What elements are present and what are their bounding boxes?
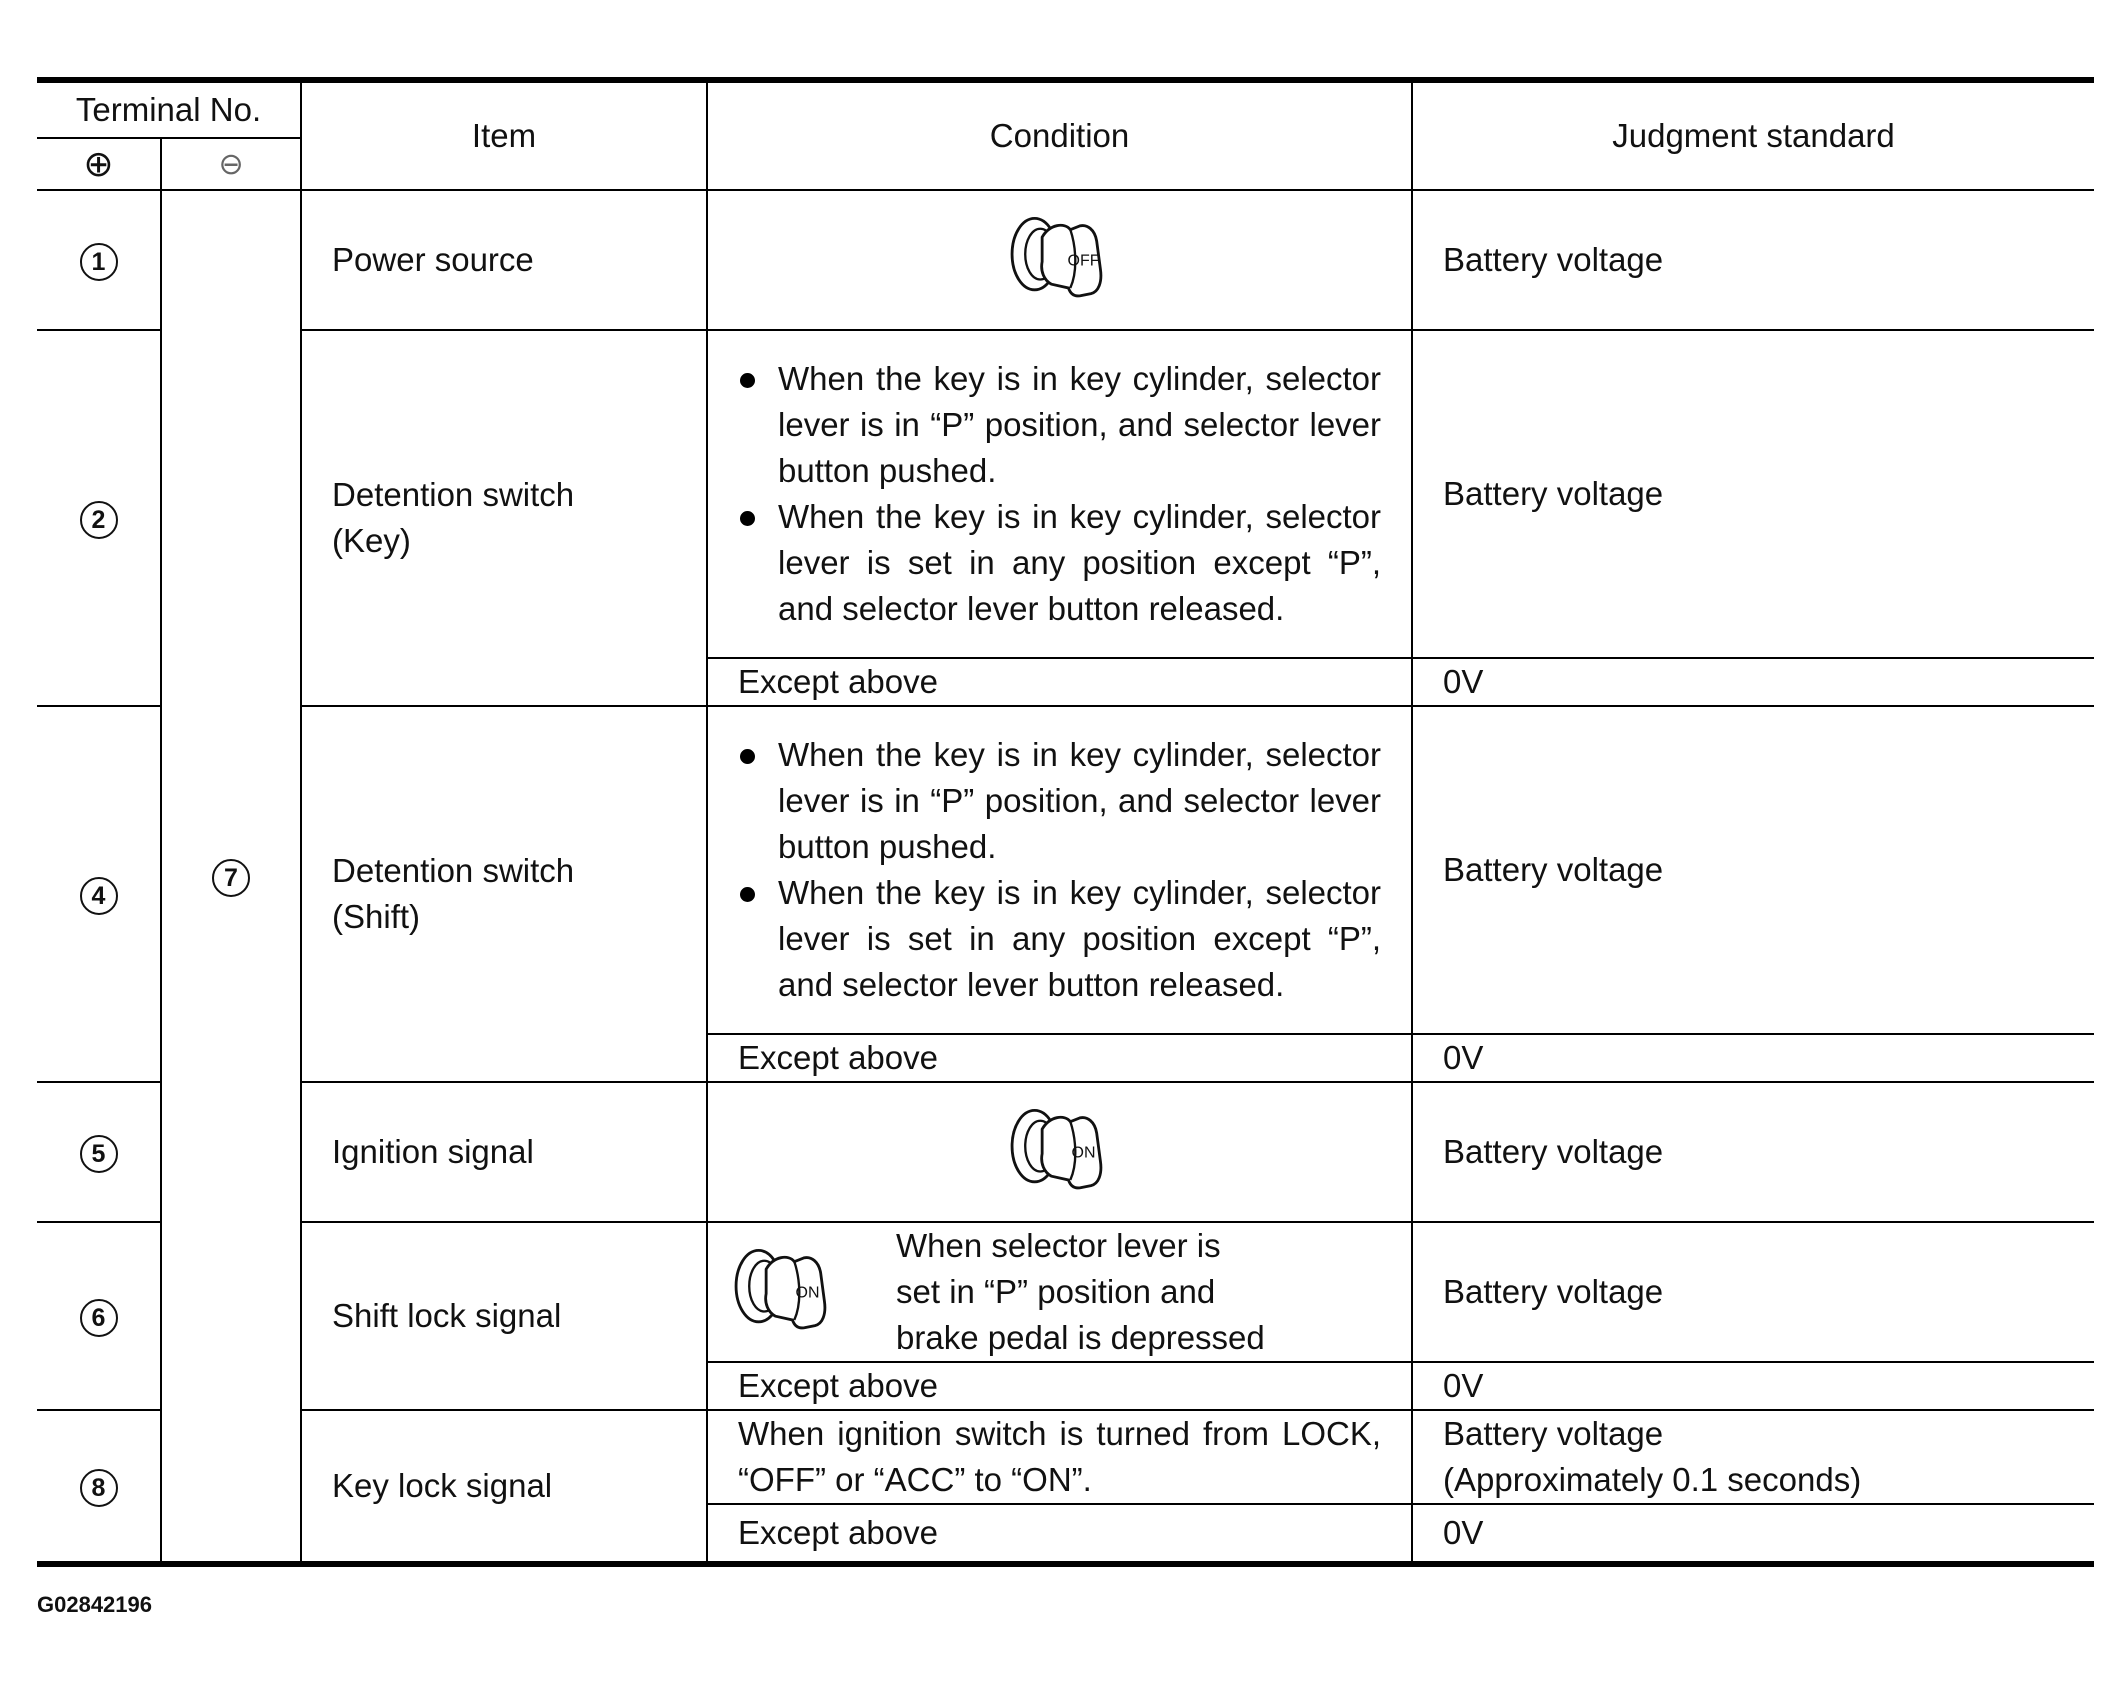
ground-terminal-cell: [161, 190, 301, 1564]
header-minus-terminal: ⊖: [161, 138, 301, 190]
header-plus-terminal: ⊕: [37, 138, 161, 190]
condition-cell: [707, 190, 1412, 330]
ground-terminal-number: 7: [212, 859, 250, 897]
terminal-number: 6: [80, 1299, 118, 1337]
condition-line: When selector lever is: [896, 1227, 1221, 1264]
except-judgment-cell: 0V: [1412, 1504, 2094, 1564]
except-condition-cell: Except above: [707, 1362, 1412, 1410]
header-terminal-no: Terminal No.: [37, 80, 301, 138]
judgment-cell: Battery voltage: [1412, 1222, 2094, 1362]
item-cell: Shift lock signal: [301, 1222, 707, 1410]
table-row: [37, 1410, 2094, 1504]
table-row: [37, 1222, 2094, 1362]
except-judgment-cell: 0V: [1412, 1034, 2094, 1082]
table-row: [37, 706, 2094, 1034]
except-judgment-cell: 0V: [1412, 1362, 2094, 1410]
key-label: ON: [795, 1284, 820, 1302]
except-condition-cell: Except above: [707, 1504, 1412, 1564]
item-line: Detention switch: [332, 476, 575, 513]
item-line: (Shift): [332, 898, 421, 935]
key-label: ON: [1071, 1144, 1095, 1162]
judgment-cell: Battery voltage: [1412, 1082, 2094, 1222]
terminal-cell: [37, 706, 161, 1082]
judgment-cell: Battery voltage: [1412, 706, 2094, 1034]
condition-line: brake pedal is depressed: [896, 1319, 1265, 1356]
ignition-key-on-icon: [732, 1241, 836, 1343]
terminal-number: 1: [80, 243, 118, 281]
table-row: [37, 330, 2094, 658]
condition-cell: [707, 1410, 1412, 1504]
except-condition-cell: Except above: [707, 658, 1412, 706]
judgment-line: Battery voltage: [1443, 1415, 1664, 1452]
header-condition: Condition: [707, 80, 1412, 190]
except-condition-cell: Except above: [707, 1034, 1412, 1082]
item-cell: Power source: [301, 190, 707, 330]
condition-bullet: When the key is in key cylinder, selector lever is in “P” position, and selector lever button pushed.: [738, 356, 1381, 494]
judgment-line: (Approximately 0.1 seconds): [1443, 1461, 1862, 1498]
item-cell: [301, 706, 707, 1082]
ignition-key-on-icon: [1008, 1101, 1112, 1203]
terminal-number: 2: [80, 501, 118, 539]
terminal-spec-table: [37, 77, 2094, 1567]
item-line: (Key): [332, 522, 411, 559]
item-cell: Ignition signal: [301, 1082, 707, 1222]
terminal-number: 8: [80, 1469, 118, 1507]
terminal-number: 5: [80, 1135, 118, 1173]
condition-cell: [707, 706, 1412, 1034]
key-label: OFF: [1067, 252, 1099, 270]
header-judgment: Judgment standard: [1412, 80, 2094, 190]
condition-bullet: When the key is in key cylinder, selector lever is set in any position except “P”, and selector lever button released.: [738, 494, 1381, 632]
ignition-key-off-icon: [1008, 209, 1112, 311]
table-row: [37, 1082, 2094, 1222]
except-judgment-cell: 0V: [1412, 658, 2094, 706]
judgment-cell: Battery voltage: [1412, 190, 2094, 330]
condition-cell: [707, 1222, 1412, 1362]
terminal-cell: [37, 190, 161, 330]
condition-text: When ignition switch is turned from LOCK, “OFF” or “ACC” to “ON”.: [738, 1415, 1382, 1498]
condition-line: set in “P” position and: [896, 1273, 1216, 1310]
header-item: Item: [301, 80, 707, 190]
item-line: Detention switch: [332, 852, 575, 889]
item-cell: [301, 330, 707, 706]
item-cell: Key lock signal: [301, 1410, 707, 1564]
terminal-cell: [37, 1082, 161, 1222]
judgment-cell: [1412, 1410, 2094, 1504]
table-row: [37, 190, 2094, 330]
terminal-cell: [37, 1222, 161, 1410]
condition-bullet: When the key is in key cylinder, selector lever is in “P” position, and selector lever button pushed.: [738, 732, 1381, 870]
terminal-number: 4: [80, 877, 118, 915]
condition-cell: [707, 1082, 1412, 1222]
terminal-cell: [37, 1410, 161, 1564]
figure-code: G02842196: [37, 1592, 152, 1617]
terminal-cell: [37, 330, 161, 706]
judgment-cell: Battery voltage: [1412, 330, 2094, 658]
condition-cell: [707, 330, 1412, 658]
condition-bullet: When the key is in key cylinder, selector lever is set in any position except “P”, and selector lever button released.: [738, 870, 1381, 1008]
